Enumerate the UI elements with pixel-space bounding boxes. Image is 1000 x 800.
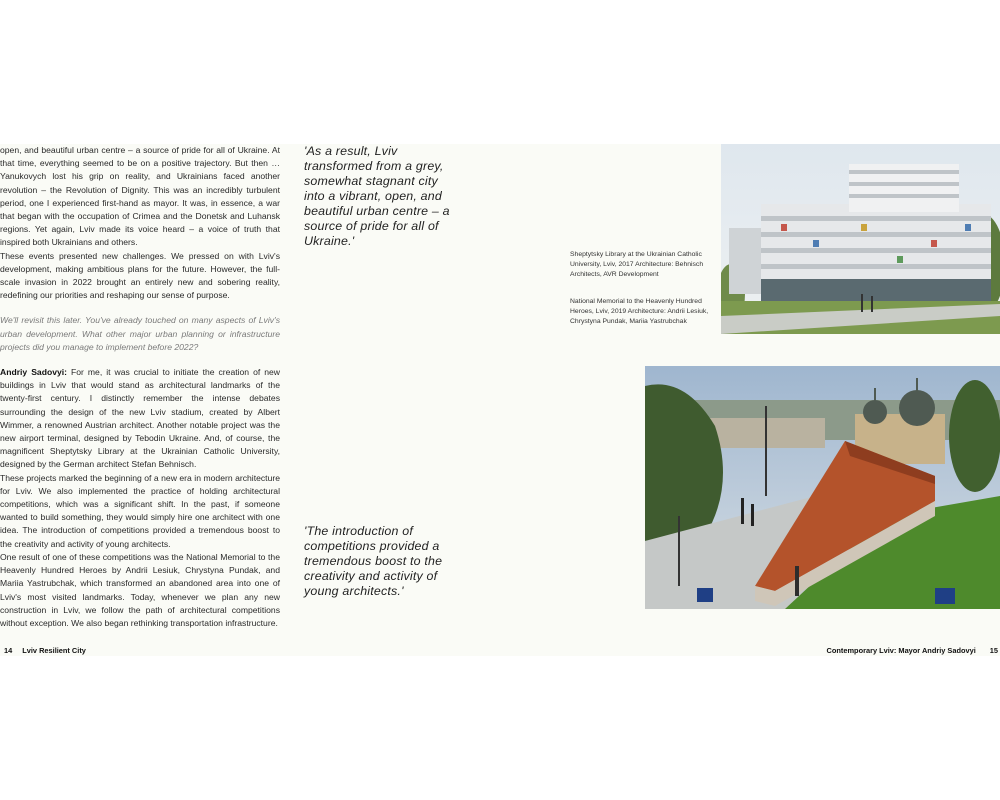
running-title: Lviv Resilient City xyxy=(22,646,86,655)
pull-quote: 'As a result, Lviv transformed from a grey, somewhat stagnant city into a vibrant, open, and beautiful urban centre – a source of pride for all of Ukraine.' xyxy=(304,144,450,248)
interview-question: We'll revisit this later. You've already touched on many aspects of Lviv's urban development. What other major urban planning or infrastructure projects did you manage to implement before 2022? xyxy=(0,315,280,352)
speaker-name: Andriy Sadovyi: xyxy=(0,367,68,378)
body-paragraph: These events presented new challenges. We pressed on with Lviv's development, making ambitious plans for the future. However, the full-scale invasion in 2022 brought an entirely new and sobering reality, redefining our priorities and reshaping our sense of purpose. xyxy=(0,250,280,301)
answer-paragraph xyxy=(0,366,280,472)
memorial-photo xyxy=(645,366,1000,609)
left-page-body xyxy=(0,144,280,630)
page-number: 15 xyxy=(989,646,998,655)
body-paragraph: open, and beautiful urban centre – a source of pride for all of Ukraine. At that time, everything seemed to be on a positive trajectory. But then … Yanukovych lost his grip on reality, and Ukrainians faced another revolution – the Revolution of Dignity. This was an incredibly turbulent period, one I experienced first-hand as mayor. It was, in essence, a war that began with the occupation of Crimea and the Donetsk and Luhansk regions. Yet again, Lviv made its voice heard – a voice of truth that inspired both Ukrainians and others. xyxy=(0,145,280,248)
footer-right xyxy=(827,646,998,655)
body-paragraph: One result of one of these competitions was the National Memorial to the Heavenly Hundred Heroes by Andrii Lesiuk, Chrystyna Pundak, and Mariia Yastrubchak, which transformed an abandoned area into one of Lviv's most visited landmarks. Today, whenever we plan any new construction in Lviv, we follow the path of architectural competitions without exception. We also began rethinking transportation infrastructure. xyxy=(0,551,280,628)
photo-caption: National Memorial to the Heavenly Hundred Heroes, Lviv, 2019 Architecture: Andrii Lesiuk, Chrystyna Pundak, Mariia Yastrubchak xyxy=(570,298,709,325)
running-title: Contemporary Lviv: Mayor Andriy Sadovyi xyxy=(826,646,976,655)
pull-quote: 'The introduction of competitions provided a tremendous boost to the creativity and activity of young architects.' xyxy=(304,524,443,598)
photo-caption: Sheptytsky Library at the Ukrainian Catholic University, Lviv, 2017 Architecture: Behnisch Architects, AVR Development xyxy=(570,251,704,278)
footer-left xyxy=(4,646,86,655)
body-paragraph: These projects marked the beginning of a new era in modern architecture for Lviv. We also implemented the practice of holding architectural competitions, which was a significant shift. In the past, if someone wanted to build something, they would simply hire one architect with one idea. The introduction of competitions provided a tremendous boost to the creativity and activity of young architects. xyxy=(0,472,280,549)
page-number: 14 xyxy=(4,646,13,655)
library-photo xyxy=(721,144,1000,334)
answer-text: For me, it was crucial to initiate the creation of new buildings in Lviv that would stand as architectural landmarks of the twenty-first century. I distinctly remember the intense debates surrounding the design of the new Lviv stadium, created by Albert Wimmer, a renowned Austrian architect. Another notable project was the new airport terminal, designed by Tebodin Ukraine. And, of course, the magnificent Sheptytsky Library at the Ukrainian Catholic University, designed by the German architect Stefan Behnisch. xyxy=(0,367,280,470)
book-spread xyxy=(0,144,1000,656)
